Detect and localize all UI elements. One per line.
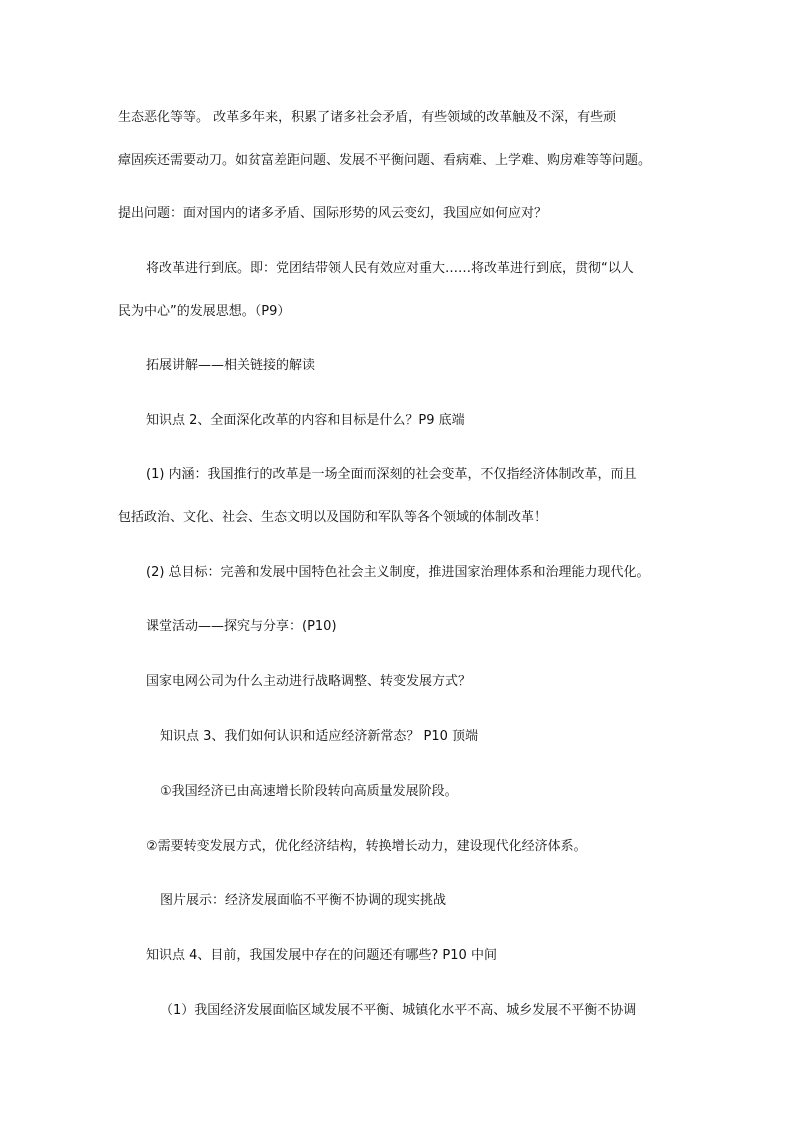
text-line: （1）我国经济发展面临区域发展不平衡、城镇化水平不高、城乡发展不平衡不协调 — [160, 1003, 637, 1018]
text-line: 知识点 4、目前，我国发展中存在的问题还有哪些? P10 中间 — [146, 948, 497, 963]
text-line: 国家电网公司为什么主动进行战略调整、转变发展方式？ — [146, 674, 472, 689]
text-line: 生态恶化等等。 改革多年来，积累了诸多社会矛盾，有些领域的改革触及不深，有些顽 — [118, 110, 617, 125]
text-line: ②需要转变发展方式，优化经济结构，转换增长动力，建设现代化经济体系。 — [146, 839, 587, 854]
text-line: 将改革进行到底。即：党团结带领人民有效应对重大……将改革进行到底，贯彻“以人 — [146, 261, 634, 276]
text-line: 知识点 2、全面深化改革的内容和目标是什么？P9 底端 — [146, 413, 465, 428]
text-line: 图片展示：经济发展面临不平衡不协调的现实挑战 — [160, 893, 447, 908]
text-line: 提出问题：面对国内的诸多矛盾、国际形势的风云变幻，我国应如何应对？ — [118, 206, 548, 221]
text-line: 民为中心”的发展思想。（P9） — [118, 304, 291, 319]
text-line: 包括政治、文化、社会、生态文明以及国防和军队等各个领域的体制改革！ — [118, 510, 548, 525]
text-line: 知识点 3、我们如何认识和适应经济新常态？ P10 顶端 — [160, 729, 479, 744]
text-line: 瘴固疾还需要动刀。如贫富差距问题、发展不平衡问题、看病难、上学难、购房难等等问题。 — [118, 153, 652, 168]
text-line: ①我国经济已由高速增长阶段转向高质量发展阶段。 — [160, 784, 458, 799]
text-line: (2) 总目标：完善和发展中国特色社会主义制度，推进国家治理体系和治理能力现代化。 — [146, 565, 650, 580]
text-line: (1) 内涵：我国推行的改革是一场全面而深刻的社会变革，不仅指经济体制改革，而且 — [146, 467, 637, 482]
text-line: 拓展讲解——相关链接的解读 — [146, 358, 316, 373]
text-line: 课堂活动——探究与分享：(P10) — [146, 619, 337, 634]
